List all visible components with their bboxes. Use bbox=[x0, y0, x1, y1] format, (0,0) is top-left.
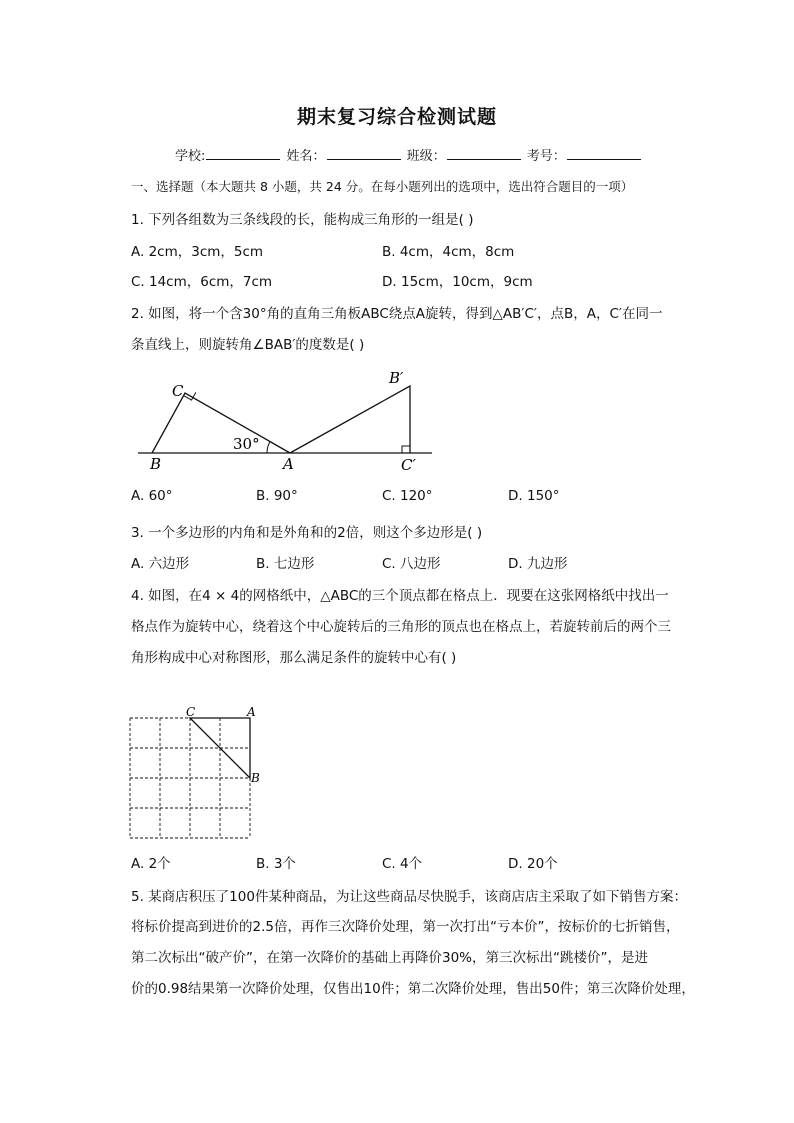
label-b: B bbox=[150, 455, 162, 473]
q4-option-d: D. 20个 bbox=[508, 856, 558, 872]
label-c: C bbox=[172, 382, 184, 400]
label-cp: C′ bbox=[401, 456, 416, 474]
q1-stem: 1. 下列各组数为三条线段的长，能构成三角形的一组是( ) bbox=[131, 212, 474, 228]
q4-stem-line3: 角形构成中心对称图形，那么满足条件的旋转中心有( ) bbox=[131, 650, 457, 666]
student-info bbox=[175, 145, 643, 164]
class-blank[interactable] bbox=[447, 147, 521, 160]
q4-option-a: A. 2个 bbox=[131, 856, 171, 872]
right-angle-cp bbox=[402, 446, 410, 453]
q2-figure bbox=[130, 362, 440, 474]
q1-option-a: A. 2cm，3cm，5cm bbox=[131, 244, 264, 260]
grid-label-c: C bbox=[186, 705, 196, 719]
q3-option-d: D. 九边形 bbox=[508, 556, 568, 572]
q3-option-a: A. 六边形 bbox=[131, 556, 190, 572]
angle-30-label: 30° bbox=[233, 435, 260, 453]
q3-stem: 3. 一个多边形的内角和是外角和的2倍，则这个多边形是( ) bbox=[131, 525, 483, 541]
q1-option-c: C. 14cm，6cm，7cm bbox=[131, 274, 273, 290]
class-label: 班级： bbox=[406, 149, 446, 164]
q2-option-a: A. 60° bbox=[131, 488, 173, 504]
q2-option-d: D. 150° bbox=[508, 488, 560, 504]
q1-option-d: D. 15cm，10cm，9cm bbox=[382, 274, 533, 290]
q2-option-b: B. 90° bbox=[256, 488, 298, 504]
q5-line3: 第二次标出“破产价”，在第一次降价的基础上再降价30%，第三次标出“跳楼价”，是进 bbox=[131, 950, 648, 966]
q2-option-c: C. 120° bbox=[382, 488, 433, 504]
exam-no-label: 考号： bbox=[526, 149, 566, 164]
label-bp: B′ bbox=[389, 369, 404, 387]
angle-arc bbox=[267, 441, 270, 453]
q2-stem-line2: 条直线上，则旋转角∠BAB′的度数是( ) bbox=[131, 337, 365, 353]
q5-line2: 将标价提高到进价的2.5倍，再作三次降价处理，第一次打出“亏本价”，按标价的七折销售， bbox=[131, 919, 680, 935]
q4-stem-line1: 4. 如图，在4 × 4的网格纸中，△ABC的三个顶点都在格点上．现要在这张网格纸中找出一 bbox=[131, 588, 669, 604]
q4-option-c: C. 4个 bbox=[382, 856, 423, 872]
school-label: 学校: bbox=[175, 149, 206, 164]
exam-no-blank[interactable] bbox=[567, 147, 641, 160]
grid-label-b: B bbox=[251, 771, 260, 785]
q4-stem-line2: 格点作为旋转中心，绕着这个中心旋转后的三角形的顶点也在格点上，若旋转前后的两个三 bbox=[131, 619, 671, 635]
q5-line1: 5. 某商店积压了100件某种商品，为让这些商品尽快脱手，该商店店主采取了如下销售方案： bbox=[131, 889, 687, 905]
dashed-grid bbox=[130, 718, 250, 838]
q1-option-b: B. 4cm，4cm，8cm bbox=[382, 244, 515, 260]
grid-label-a: A bbox=[247, 705, 256, 719]
q2-stem-line1: 2. 如图，将一个含30°角的直角三角板ABC绕点A旋转，得到△AB′C′，点B，A，C′在同一 bbox=[131, 306, 663, 322]
school-blank[interactable] bbox=[206, 147, 280, 160]
q3-option-c: C. 八边形 bbox=[382, 556, 441, 572]
q4-option-b: B. 3个 bbox=[256, 856, 296, 872]
triangle-abpcp bbox=[290, 386, 410, 453]
page-title: 期末复习综合检测试题 bbox=[296, 106, 497, 128]
name-blank[interactable] bbox=[327, 147, 401, 160]
q5-line4: 价的0.98结果第一次降价处理，仅售出10件；第二次降价处理，售出50件；第三次降价处理， bbox=[131, 981, 695, 997]
section-heading: 一、选择题（本大题共 8 小题，共 24 分。在每小题列出的选项中，选出符合题目的一项） bbox=[131, 179, 634, 194]
name-label: 姓名： bbox=[286, 149, 326, 164]
q4-grid-figure bbox=[124, 704, 274, 844]
label-a: A bbox=[283, 455, 294, 473]
q3-option-b: B. 七边形 bbox=[256, 556, 315, 572]
